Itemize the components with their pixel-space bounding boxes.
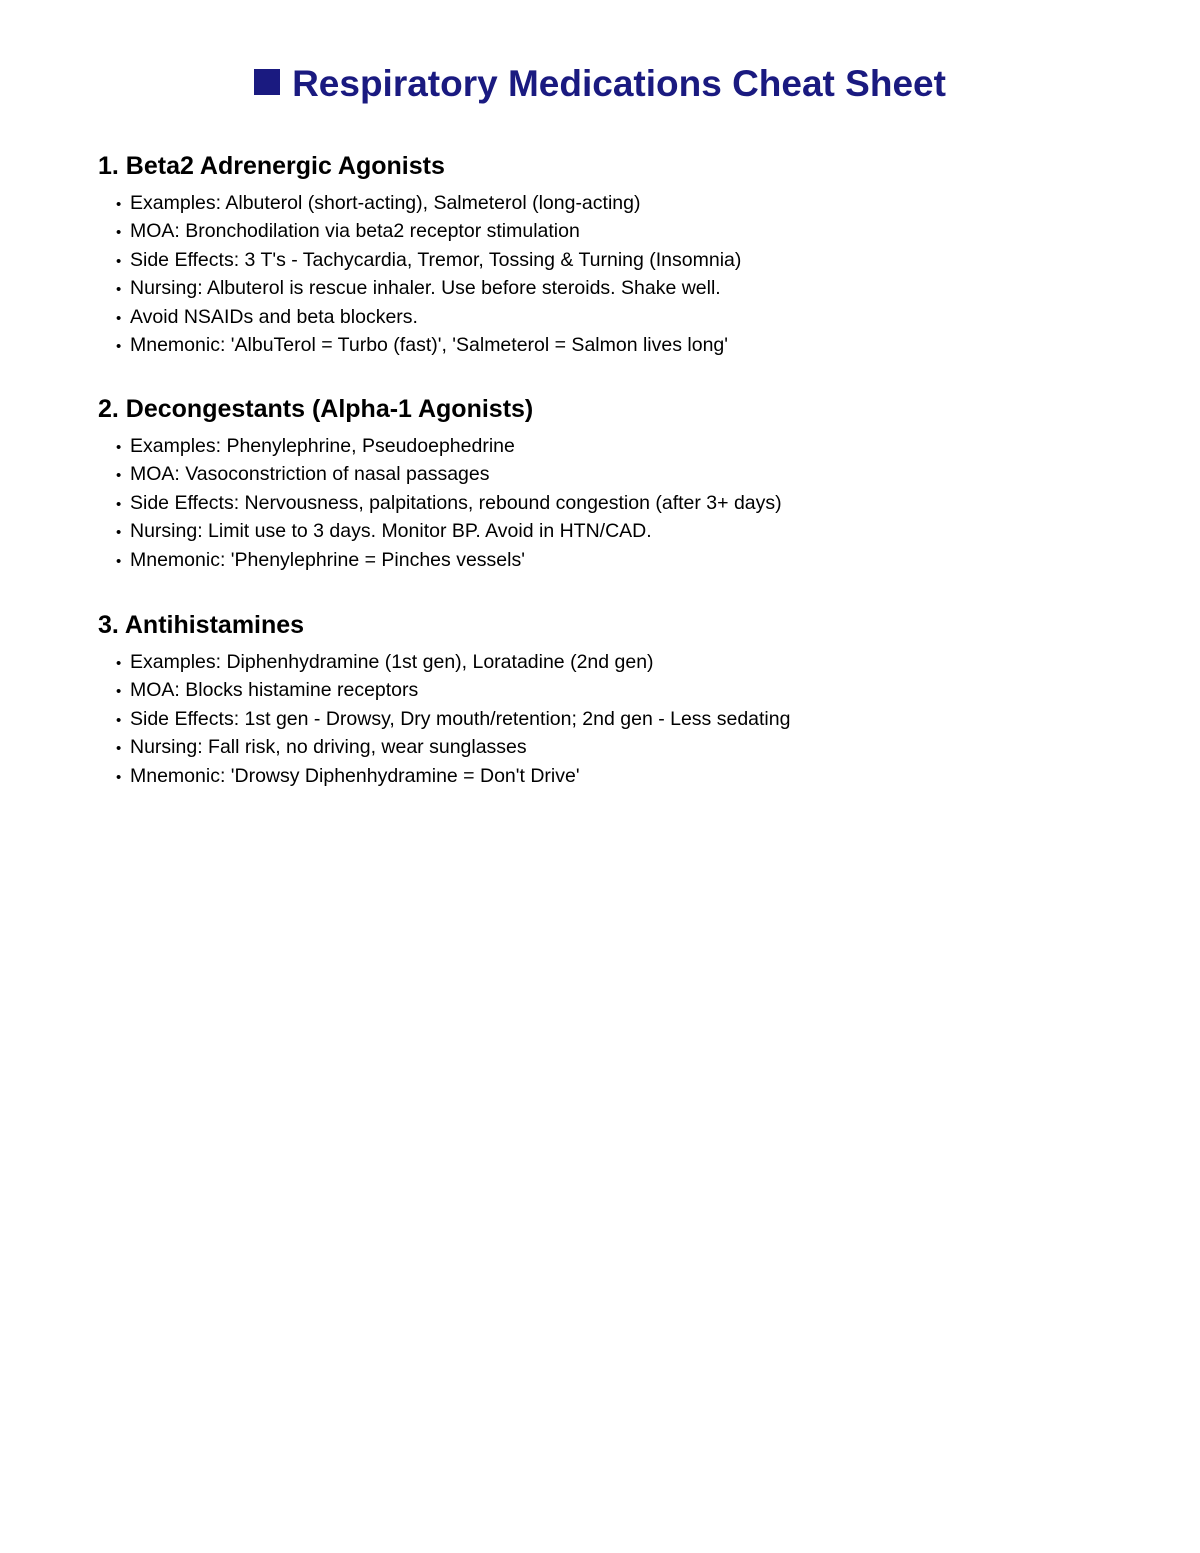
bullet-icon: • (116, 740, 122, 758)
list-item (116, 490, 1158, 518)
bullet-list (98, 190, 1158, 360)
list-item (116, 734, 1158, 762)
list-item (116, 190, 1158, 218)
list-item-text: MOA: Blocks histamine receptors (130, 679, 419, 702)
list-item (116, 706, 1158, 734)
list-item-text: Nursing: Fall risk, no driving, wear sunglasses (130, 736, 527, 759)
list-item (116, 677, 1158, 705)
bullet-list (98, 433, 1158, 575)
list-item (116, 247, 1158, 275)
list-item-text: Avoid NSAIDs and beta blockers. (130, 305, 418, 328)
list-item (116, 218, 1158, 246)
bullet-icon: • (116, 683, 122, 701)
bullet-icon: • (116, 524, 122, 542)
bullet-icon: • (116, 196, 122, 213)
section-antihistamines (98, 609, 1158, 791)
list-item (116, 763, 1158, 791)
list-item-text: Examples: Phenylephrine, Pseudoephedrine (130, 435, 515, 457)
list-item-text: Mnemonic: 'Drowsy Diphenhydramine = Don't Drive' (130, 764, 580, 787)
bullet-icon: • (116, 224, 122, 242)
list-item-text: Mnemonic: 'Phenylephrine = Pinches vessels' (130, 548, 525, 571)
list-item-text: Examples: Diphenhydramine (1st gen), Loratadine (2nd gen) (130, 651, 654, 673)
list-item (116, 518, 1158, 546)
bullet-icon: • (116, 252, 122, 270)
section-decongestants (98, 393, 1158, 575)
bullet-icon: • (116, 711, 122, 729)
bullet-icon: • (116, 439, 122, 456)
bullet-list (98, 649, 1158, 791)
list-item-text: Mnemonic: 'AlbuTerol = Turbo (fast)', 'Salmeterol = Salmon lives long' (130, 334, 728, 357)
list-item-text: Nursing: Albuterol is rescue inhaler. Use before steroids. Shake well. (130, 277, 721, 300)
list-item (116, 275, 1158, 303)
list-item-text: Examples: Albuterol (short-acting), Salmeterol (long-acting) (130, 192, 641, 214)
section-heading: 3. Antihistamines (98, 611, 305, 639)
list-item (116, 461, 1158, 489)
black-square-icon (254, 69, 280, 95)
section-heading: 2. Decongestants (Alpha-1 Agonists) (98, 395, 534, 423)
section-heading: 1. Beta2 Adrenergic Agonists (98, 152, 445, 180)
list-item-text: MOA: Vasoconstriction of nasal passages (130, 463, 490, 486)
page-title (0, 60, 1200, 108)
list-item-text: Nursing: Limit use to 3 days. Monitor BP. Avoid in HTN/CAD. (130, 520, 652, 543)
bullet-icon: • (116, 338, 122, 356)
list-item-text: Side Effects: 1st gen - Drowsy, Dry mouth/retention; 2nd gen - Less sedating (130, 707, 791, 730)
list-item (116, 547, 1158, 575)
list-item (116, 649, 1158, 677)
bullet-icon: • (116, 495, 122, 513)
page-title-text: Respiratory Medications Cheat Sheet (292, 63, 946, 104)
list-item-text: Side Effects: Nervousness, palpitations, rebound congestion (after 3+ days) (130, 491, 782, 514)
list-item-text: MOA: Bronchodilation via beta2 receptor stimulation (130, 220, 580, 243)
bullet-icon: • (116, 467, 122, 485)
bullet-icon: • (116, 281, 122, 299)
list-item (116, 433, 1158, 461)
list-item (116, 332, 1158, 360)
bullet-icon: • (116, 309, 122, 327)
section-beta2-agonists (98, 150, 1158, 360)
bullet-icon: • (116, 655, 122, 672)
list-item (116, 304, 1158, 332)
bullet-icon: • (116, 552, 122, 570)
list-item-text: Side Effects: 3 T's - Tachycardia, Tremor, Tossing & Turning (Insomnia) (130, 248, 742, 271)
bullet-icon: • (116, 768, 122, 786)
